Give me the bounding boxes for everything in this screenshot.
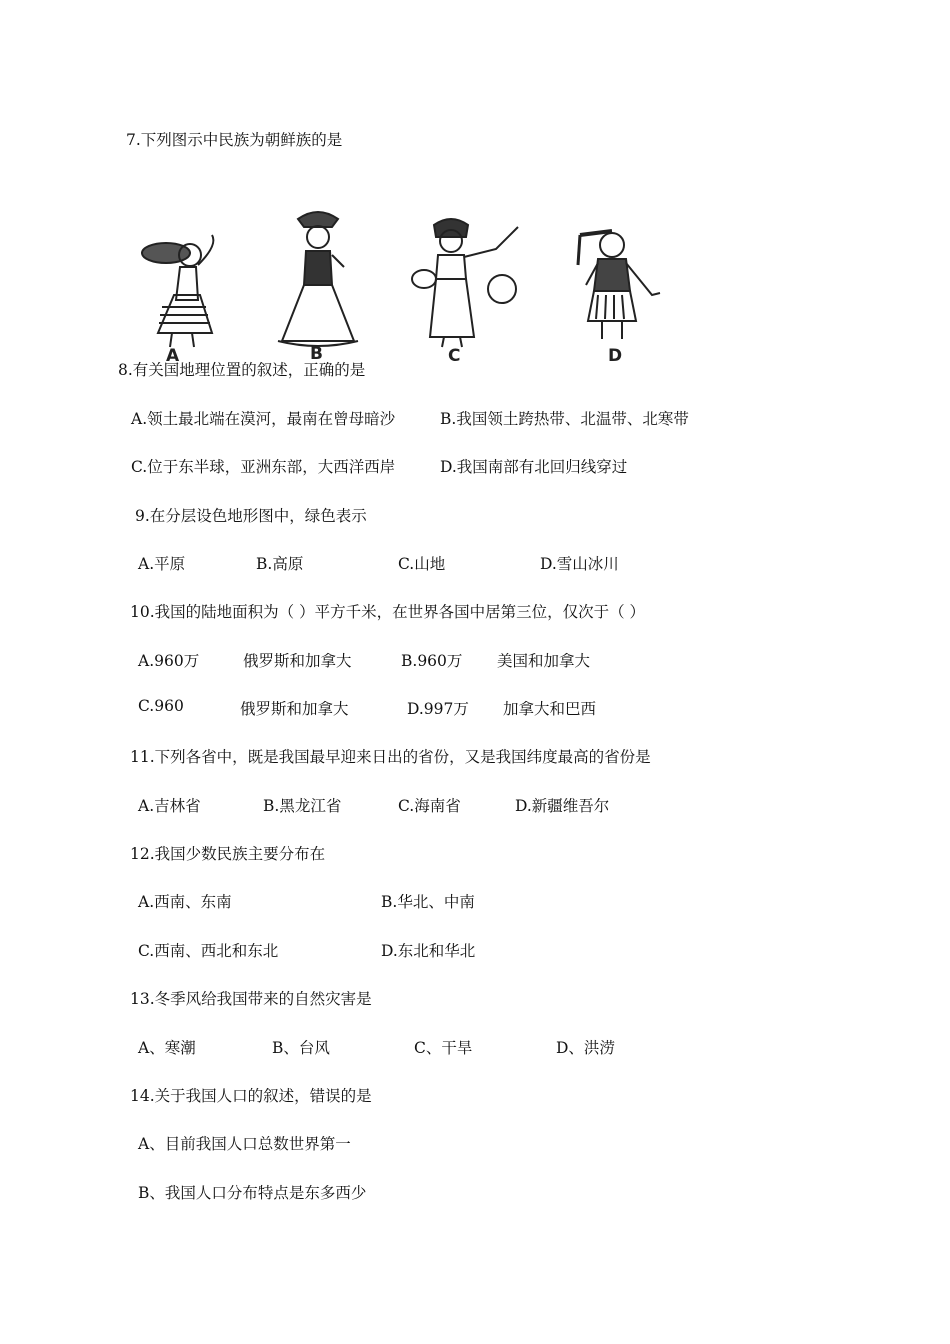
q10-option-c-countries: 俄罗斯和加拿大 — [240, 700, 349, 718]
q10-option-c-value: C.960 — [138, 697, 184, 715]
q8-option-c: C.位于东半球，亚洲东部，大西洋西岸 — [131, 458, 396, 476]
figure-label-d: D — [608, 346, 623, 366]
q14-option-a: A、目前我国人口总数世界第一 — [138, 1135, 351, 1153]
q12-option-c: C.西南、西北和东北 — [138, 942, 279, 960]
q12-option-b: B.华北、中南 — [381, 893, 475, 911]
q13-option-a: A、寒潮 — [138, 1039, 196, 1057]
ethnic-costume-figure — [128, 205, 688, 370]
q12-option-d: D.东北和华北 — [381, 942, 476, 960]
q9-option-d: D.雪山冰川 — [540, 555, 619, 573]
q10-option-b-countries: 美国和加拿大 — [497, 652, 591, 670]
costume-illustrations — [128, 205, 688, 370]
q9-text: 9.在分层设色地形图中，绿色表示 — [135, 507, 367, 525]
q9-option-c: C.山地 — [398, 555, 446, 573]
q8-option-a: A.领土最北端在漠河，最南在曾母暗沙 — [131, 410, 396, 428]
q11-option-b: B.黑龙江省 — [263, 797, 342, 815]
q9-option-b: B.高原 — [256, 555, 304, 573]
figure-d-drawing — [578, 231, 660, 339]
q10-option-a-countries: 俄罗斯和加拿大 — [243, 652, 352, 670]
q13-text: 13.冬季风给我国带来的自然灾害是 — [130, 990, 372, 1008]
q10-option-b-value: B.960万 — [401, 652, 463, 670]
figure-c-drawing — [412, 219, 518, 347]
q10-option-a-value: A.960万 — [138, 652, 200, 670]
q13-option-b: B、台风 — [272, 1039, 330, 1057]
q14-option-b: B、我国人口分布特点是东多西少 — [138, 1184, 367, 1202]
q11-text: 11.下列各省中，既是我国最早迎来日出的省份，又是我国纬度最高的省份是 — [130, 748, 651, 766]
figure-label-b: B — [310, 344, 323, 364]
q8-text: 8.有关国地理位置的叙述，正确的是 — [118, 361, 366, 379]
figure-a-drawing — [142, 235, 213, 347]
q10-text: 10.我国的陆地面积为（ ）平方千米，在世界各国中居第三位，仅次于（ ） — [130, 603, 646, 621]
q10-option-d-value: D.997万 — [407, 700, 469, 718]
figure-label-a: A — [166, 346, 180, 366]
q12-text: 12.我国少数民族主要分布在 — [130, 845, 326, 863]
q11-option-a: A.吉林省 — [138, 797, 201, 815]
q7-text: 7.下列图示中民族为朝鲜族的是 — [126, 131, 343, 149]
q8-option-d: D.我国南部有北回归线穿过 — [440, 458, 628, 476]
q13-option-c: C、干旱 — [414, 1039, 473, 1057]
q10-option-d-countries: 加拿大和巴西 — [503, 700, 597, 718]
q8-option-b: B.我国领土跨热带、北温带、北寒带 — [440, 410, 689, 428]
q11-option-c: C.海南省 — [398, 797, 461, 815]
q13-option-d: D、洪涝 — [556, 1039, 615, 1057]
figure-label-c: C — [448, 346, 461, 366]
q11-option-d: D.新疆维吾尔 — [515, 797, 610, 815]
q9-option-a: A.平原 — [138, 555, 186, 573]
q12-option-a: A.西南、东南 — [138, 893, 232, 911]
q14-text: 14.关于我国人口的叙述，错误的是 — [130, 1087, 372, 1105]
figure-b-drawing — [278, 212, 358, 346]
